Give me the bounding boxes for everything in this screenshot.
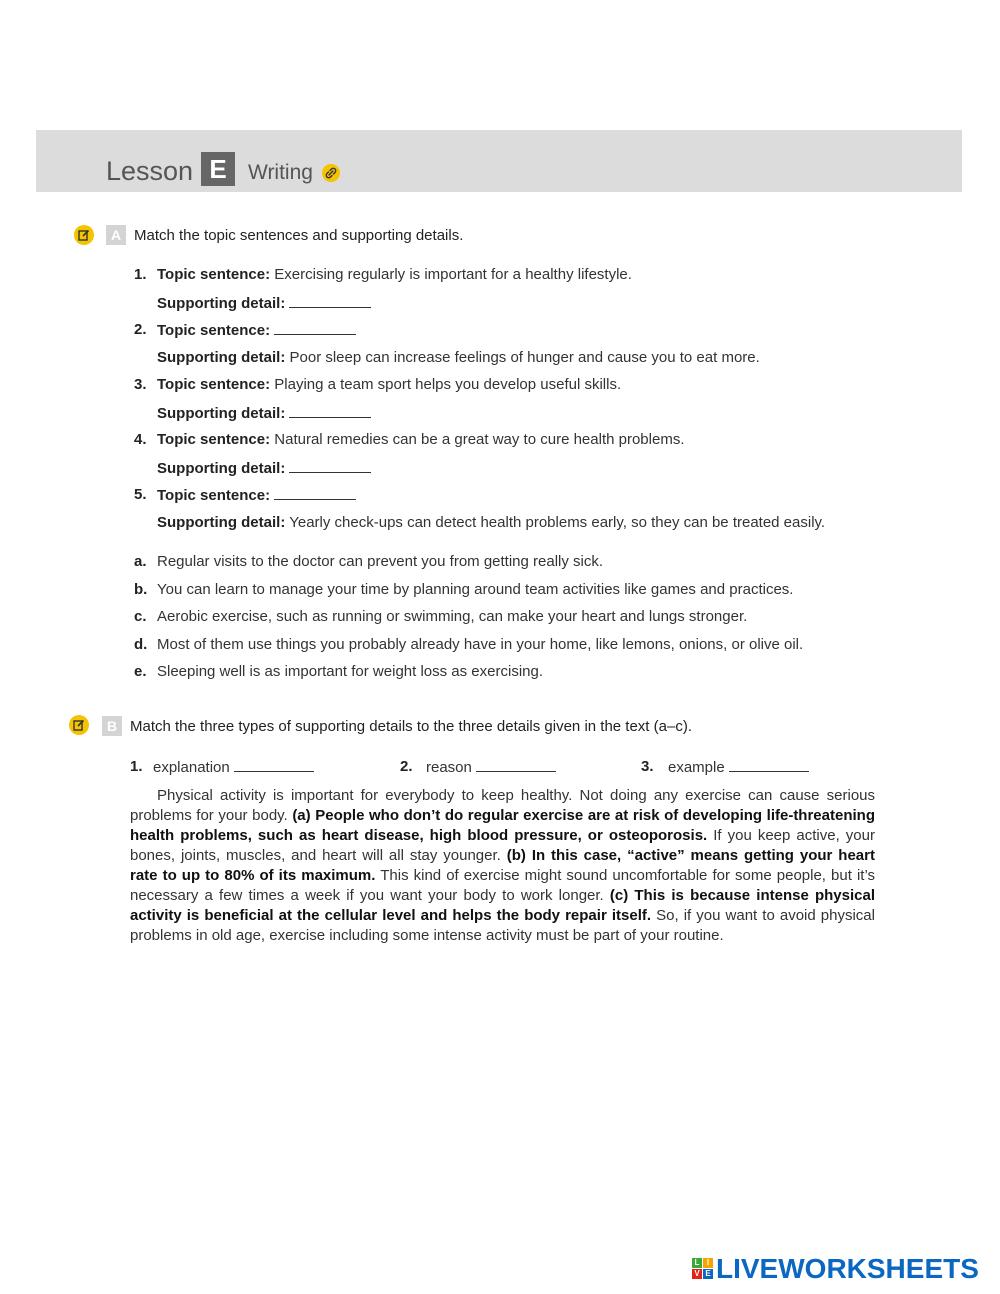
- option-text: Sleeping well is as important for weight loss as exercising.: [157, 663, 544, 680]
- detail-label: Supporting detail:: [157, 460, 286, 477]
- detail-label: Supporting detail:: [157, 514, 286, 531]
- detail-label: Supporting detail:: [157, 295, 286, 312]
- logo-tiles-icon: [692, 1258, 714, 1280]
- item-number: 1.: [134, 266, 147, 283]
- topic-text: Natural remedies can be a great way to cure health problems.: [274, 431, 685, 448]
- option-text: Most of them use things you probably already have in your home, like lemons, onions, or olive oil.: [157, 636, 804, 653]
- option-letter: e.: [134, 663, 147, 680]
- detail-a: (a) People who don’t do regular exercise are at risk of developing life-threatening health problems, such as heart disease, high blood pressure, or osteoporosis.: [130, 807, 875, 844]
- type-item: [426, 757, 556, 778]
- answer-blank[interactable]: [729, 757, 809, 772]
- logo-tile: V: [692, 1269, 702, 1279]
- reading-paragraph: [130, 786, 875, 946]
- detail-text: Yearly check-ups can detect health problems early, so they can be treated easily.: [289, 514, 826, 531]
- answer-blank[interactable]: [476, 757, 556, 772]
- topic-text: Exercising regularly is important for a healthy lifestyle.: [274, 266, 632, 283]
- pencil-icon: [74, 225, 94, 245]
- pencil-icon: [69, 715, 89, 735]
- link-icon[interactable]: [322, 164, 340, 182]
- exercise-b-instruction: Match the three types of supporting details to the three details given in the text (a–c).: [130, 718, 692, 735]
- list-item: [157, 265, 632, 285]
- answer-blank[interactable]: [289, 458, 371, 473]
- item-number: 3.: [134, 376, 147, 393]
- detail-label: Supporting detail:: [157, 349, 286, 366]
- list-item: [157, 320, 356, 341]
- type-item: [153, 757, 314, 778]
- answer-blank[interactable]: [274, 485, 356, 500]
- list-item: [157, 485, 356, 506]
- answer-blank[interactable]: [274, 320, 356, 335]
- answer-blank[interactable]: [289, 293, 371, 308]
- option-letter: b.: [134, 581, 148, 598]
- option-letter: c.: [134, 608, 147, 625]
- exercise-b-letter: B: [102, 716, 122, 736]
- detail-text: Poor sleep can increase feelings of hunger and cause you to eat more.: [289, 349, 760, 366]
- type-label: explanation: [153, 759, 230, 776]
- topic-label: Topic sentence:: [157, 487, 271, 504]
- logo-text: LIVEWORKSHEETS: [716, 1253, 979, 1284]
- detail-label: Supporting detail:: [157, 405, 286, 422]
- list-item: [157, 458, 371, 479]
- logo-tile: L: [692, 1258, 702, 1268]
- lesson-letter: E: [201, 152, 235, 186]
- list-item: [157, 513, 825, 533]
- item-number: 4.: [134, 431, 147, 448]
- type-item: [668, 757, 809, 778]
- list-item: [157, 375, 621, 395]
- type-label: example: [668, 759, 725, 776]
- topic-label: Topic sentence:: [157, 376, 271, 393]
- item-number: 2.: [134, 321, 147, 338]
- type-label: reason: [426, 759, 472, 776]
- option-text: Aerobic exercise, such as running or swimming, can make your heart and lungs stronger.: [157, 608, 748, 625]
- type-number: 3.: [641, 758, 654, 775]
- list-item: [157, 348, 760, 368]
- para-text: If you keep active, your bones, joints, muscles, and heart will all stay younger.: [130, 827, 875, 864]
- exercise-a-letter: A: [106, 225, 126, 245]
- lesson-banner: [36, 130, 962, 192]
- topic-label: Topic sentence:: [157, 431, 271, 448]
- list-item: [157, 293, 371, 314]
- logo-tile: I: [703, 1258, 713, 1268]
- para-text: Physical activity is important for everybody to keep healthy. Not doing any exercise can cause serious problems for your body.: [130, 787, 875, 824]
- detail-c: (c) This is because intense physical activity is beneficial at the cellular level and helps the body repair itself.: [130, 887, 875, 924]
- option-letter: a.: [134, 553, 147, 570]
- list-item: [157, 430, 684, 450]
- answer-blank[interactable]: [234, 757, 314, 772]
- section-title: Writing: [248, 161, 313, 184]
- exercise-a-instruction: Match the topic sentences and supporting details.: [134, 227, 464, 244]
- para-text: So, if you want to avoid physical problems in old age, exercise including some intense activity must be part of your routine.: [130, 907, 875, 944]
- topic-label: Topic sentence:: [157, 322, 271, 339]
- answer-blank[interactable]: [289, 403, 371, 418]
- para-text: This kind of exercise might sound uncomfortable for some people, but it’s necessary a few times a week if you want your body to work longer.: [130, 867, 876, 904]
- type-number: 2.: [400, 758, 413, 775]
- option-letter: d.: [134, 636, 148, 653]
- list-item: [157, 403, 371, 424]
- topic-text: Playing a team sport helps you develop useful skills.: [274, 376, 622, 393]
- option-text: You can learn to manage your time by planning around team activities like games and practices.: [157, 581, 794, 598]
- lesson-label: Lesson: [106, 156, 194, 186]
- logo-tile: E: [703, 1269, 713, 1279]
- option-text: Regular visits to the doctor can prevent you from getting really sick.: [157, 553, 604, 570]
- item-number: 5.: [134, 486, 147, 503]
- type-number: 1.: [130, 758, 143, 775]
- detail-b: (b) In this case, “active” means getting your heart rate to up to 80% of its maximum.: [130, 847, 875, 884]
- topic-label: Topic sentence:: [157, 266, 271, 283]
